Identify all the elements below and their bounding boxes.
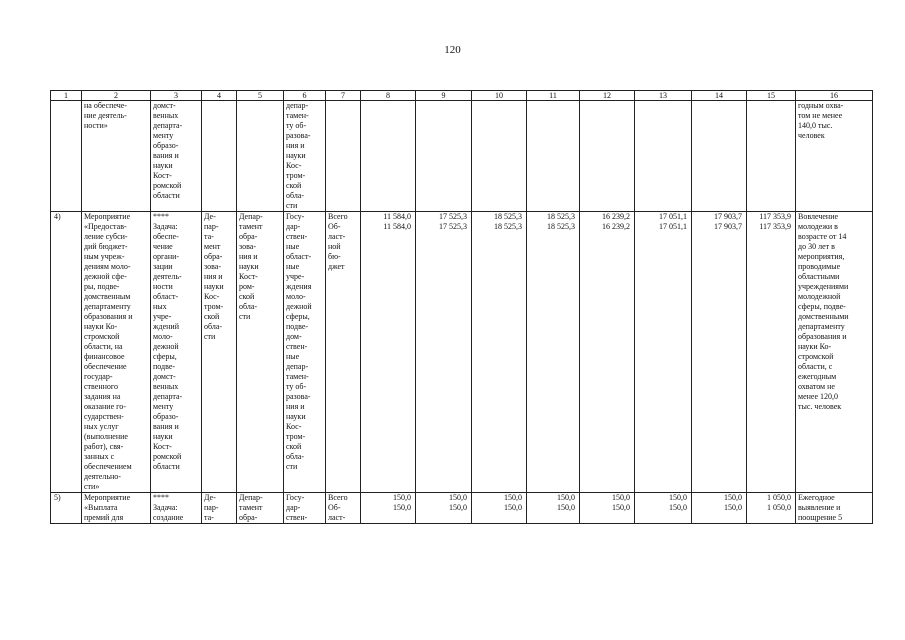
- amount-value: 17 903,7: [714, 212, 742, 221]
- cell-source: [326, 212, 361, 493]
- column-number: 5: [237, 91, 284, 101]
- cell-v9: [416, 101, 472, 212]
- cell-v13: [635, 212, 692, 493]
- column-number: 6: [284, 91, 326, 101]
- amount-value: [363, 101, 411, 111]
- source-label: Всего: [328, 493, 348, 502]
- cell-v10: [472, 493, 527, 524]
- cell-c1: 5): [51, 493, 82, 524]
- amount-value: 150,0: [724, 503, 742, 512]
- column-number: 1: [51, 91, 82, 101]
- source-label: Об- ласт-: [328, 503, 346, 522]
- cell-v11: [527, 493, 580, 524]
- amount-value: [529, 111, 575, 121]
- column-number: 10: [472, 91, 527, 101]
- amount-value: 17 903,7: [714, 222, 742, 231]
- column-number: 2: [82, 91, 151, 101]
- column-number: 9: [416, 91, 472, 101]
- amount-value: 150,0: [557, 493, 575, 502]
- cell-v13: [635, 493, 692, 524]
- amount-value: 150,0: [557, 503, 575, 512]
- amount-value: 17 525,3: [439, 212, 467, 221]
- cell-v12: [580, 212, 635, 493]
- amount-value: [363, 111, 411, 121]
- table-row: [51, 493, 873, 524]
- amount-value: [694, 101, 742, 111]
- cell-v10: [472, 101, 527, 212]
- column-number: 4: [202, 91, 237, 101]
- cell-v14: [692, 101, 747, 212]
- cell-c4: Де- пар- та-: [202, 493, 237, 524]
- cell-c3: **** Задача: создание: [151, 493, 202, 524]
- column-number: 11: [527, 91, 580, 101]
- amount-value: 117 353,9: [759, 212, 791, 221]
- cell-v8: [361, 493, 416, 524]
- amount-value: 11 584,0: [383, 222, 411, 231]
- cell-v13: [635, 101, 692, 212]
- cell-v9: [416, 493, 472, 524]
- cell-c1: [51, 101, 82, 212]
- amount-value: 11 584,0: [383, 212, 411, 221]
- amount-value: 17 525,3: [439, 222, 467, 231]
- amount-value: 16 239,2: [602, 222, 630, 231]
- cell-v12: [580, 101, 635, 212]
- amount-value: 18 525,3: [494, 212, 522, 221]
- amount-value: 150,0: [393, 503, 411, 512]
- cell-c16: Ежегодное выявление и поощрение 5: [796, 493, 873, 524]
- cell-v15: [747, 101, 796, 212]
- cell-c4: [202, 101, 237, 212]
- cell-v14: [692, 493, 747, 524]
- source-label: Об- ласт- ной бю- джет: [328, 222, 346, 271]
- cell-v8: [361, 101, 416, 212]
- amount-value: [418, 111, 467, 121]
- column-number: 7: [326, 91, 361, 101]
- amount-value: 17 051,1: [659, 222, 687, 231]
- cell-v11: [527, 212, 580, 493]
- amount-value: 150,0: [669, 503, 687, 512]
- amount-value: 17 051,1: [659, 212, 687, 221]
- amount-value: [637, 111, 687, 121]
- cell-v12: [580, 493, 635, 524]
- amount-value: 18 525,3: [547, 212, 575, 221]
- cell-c4: Де- пар- та- мент обра- зова- ния и науки Кос- тром- ской обла- сти: [202, 212, 237, 493]
- cell-v14: [692, 212, 747, 493]
- amount-value: 16 239,2: [602, 212, 630, 221]
- cell-c6: Госу- дар- ствен- ные област- ные учре- ждения моло- дежной сферы, подве- дом- ствен- ные депар- тамен- ту об- разова- ния и науки Кос- тром- ской обла- сти: [284, 212, 326, 493]
- column-number: 3: [151, 91, 202, 101]
- cell-c6: Госу- дар- ствен-: [284, 493, 326, 524]
- cell-c6: депар- тамен- ту об- разова- ния и науки Кос- тром- ской обла- сти: [284, 101, 326, 212]
- amount-value: 117 353,9: [759, 222, 791, 231]
- cell-v9: [416, 212, 472, 493]
- cell-v15: [747, 493, 796, 524]
- column-number: 14: [692, 91, 747, 101]
- column-number: 13: [635, 91, 692, 101]
- cell-c3: домст- венных департа- менту образо- вания и науки Кост- ромской области: [151, 101, 202, 212]
- amount-value: 150,0: [449, 503, 467, 512]
- cell-v8: [361, 212, 416, 493]
- source-label: Всего: [328, 212, 348, 221]
- amount-value: 150,0: [393, 493, 411, 502]
- table-row: [51, 212, 873, 493]
- column-number: 15: [747, 91, 796, 101]
- amount-value: 1 050,0: [767, 493, 791, 502]
- amount-value: 150,0: [612, 493, 630, 502]
- column-number-row: [51, 91, 873, 101]
- column-number: 8: [361, 91, 416, 101]
- column-number: 12: [580, 91, 635, 101]
- amount-value: [474, 111, 522, 121]
- cell-c5: Депар- тамент обра- зова- ния и науки Кост- ром- ской обла- сти: [237, 212, 284, 493]
- program-table: [50, 90, 873, 524]
- amount-value: 18 525,3: [494, 222, 522, 231]
- column-number: 16: [796, 91, 873, 101]
- cell-c16: годным охва- том не менее 140,0 тыс. человек: [796, 101, 873, 212]
- cell-c3: **** Задача: обеспе- чение органи- зации деятель- ности област- ных учре- ждений моло- дежной сферы, подве- домст- венных департа- менту образо- вания и науки Кост- ромской области: [151, 212, 202, 493]
- amount-value: [749, 111, 791, 121]
- cell-c2: Мероприятие «Предостав- ление субси- дий бюджет- ным учреж- дениям моло- дежной сфе- ры, подве- домственным департаменту образования и науки Ко- стромской области, на финансовое обеспечение государ- ственного задания на оказание го- сударствен- ных услуг (выполнение работ), свя- занных с обеспечением деятельно- сти»: [82, 212, 151, 493]
- amount-value: [582, 101, 630, 111]
- amount-value: 1 050,0: [767, 503, 791, 512]
- amount-value: 150,0: [504, 493, 522, 502]
- amount-value: 150,0: [612, 503, 630, 512]
- amount-value: 150,0: [669, 493, 687, 502]
- cell-c16: Вовлечение молодежи в возрасте от 14 до 30 лет в мероприятия, проводимые областными учреждениями молодежной сферы, подве- домственными департаменту образования и науки Ко- стромской области, с ежегодным охватом не менее 120,0 тыс. человек: [796, 212, 873, 493]
- amount-value: [694, 111, 742, 121]
- amount-value: [749, 101, 791, 111]
- table-row: [51, 101, 873, 212]
- cell-c5: [237, 101, 284, 212]
- cell-c1: 4): [51, 212, 82, 493]
- cell-v15: [747, 212, 796, 493]
- amount-value: 150,0: [449, 493, 467, 502]
- amount-value: [529, 101, 575, 111]
- amount-value: [582, 111, 630, 121]
- amount-value: [474, 101, 522, 111]
- cell-c5: Депар- тамент обра-: [237, 493, 284, 524]
- amount-value: 150,0: [504, 503, 522, 512]
- amount-value: 150,0: [724, 493, 742, 502]
- cell-c2: на обеспече- ние деятель- ности»: [82, 101, 151, 212]
- cell-source: [326, 101, 361, 212]
- cell-c2: Мероприятие «Выплата премий для: [82, 493, 151, 524]
- amount-value: [418, 101, 467, 111]
- page-number: 120: [444, 44, 461, 56]
- amount-value: [637, 101, 687, 111]
- cell-v10: [472, 212, 527, 493]
- cell-source: [326, 493, 361, 524]
- amount-value: 18 525,3: [547, 222, 575, 231]
- cell-v11: [527, 101, 580, 212]
